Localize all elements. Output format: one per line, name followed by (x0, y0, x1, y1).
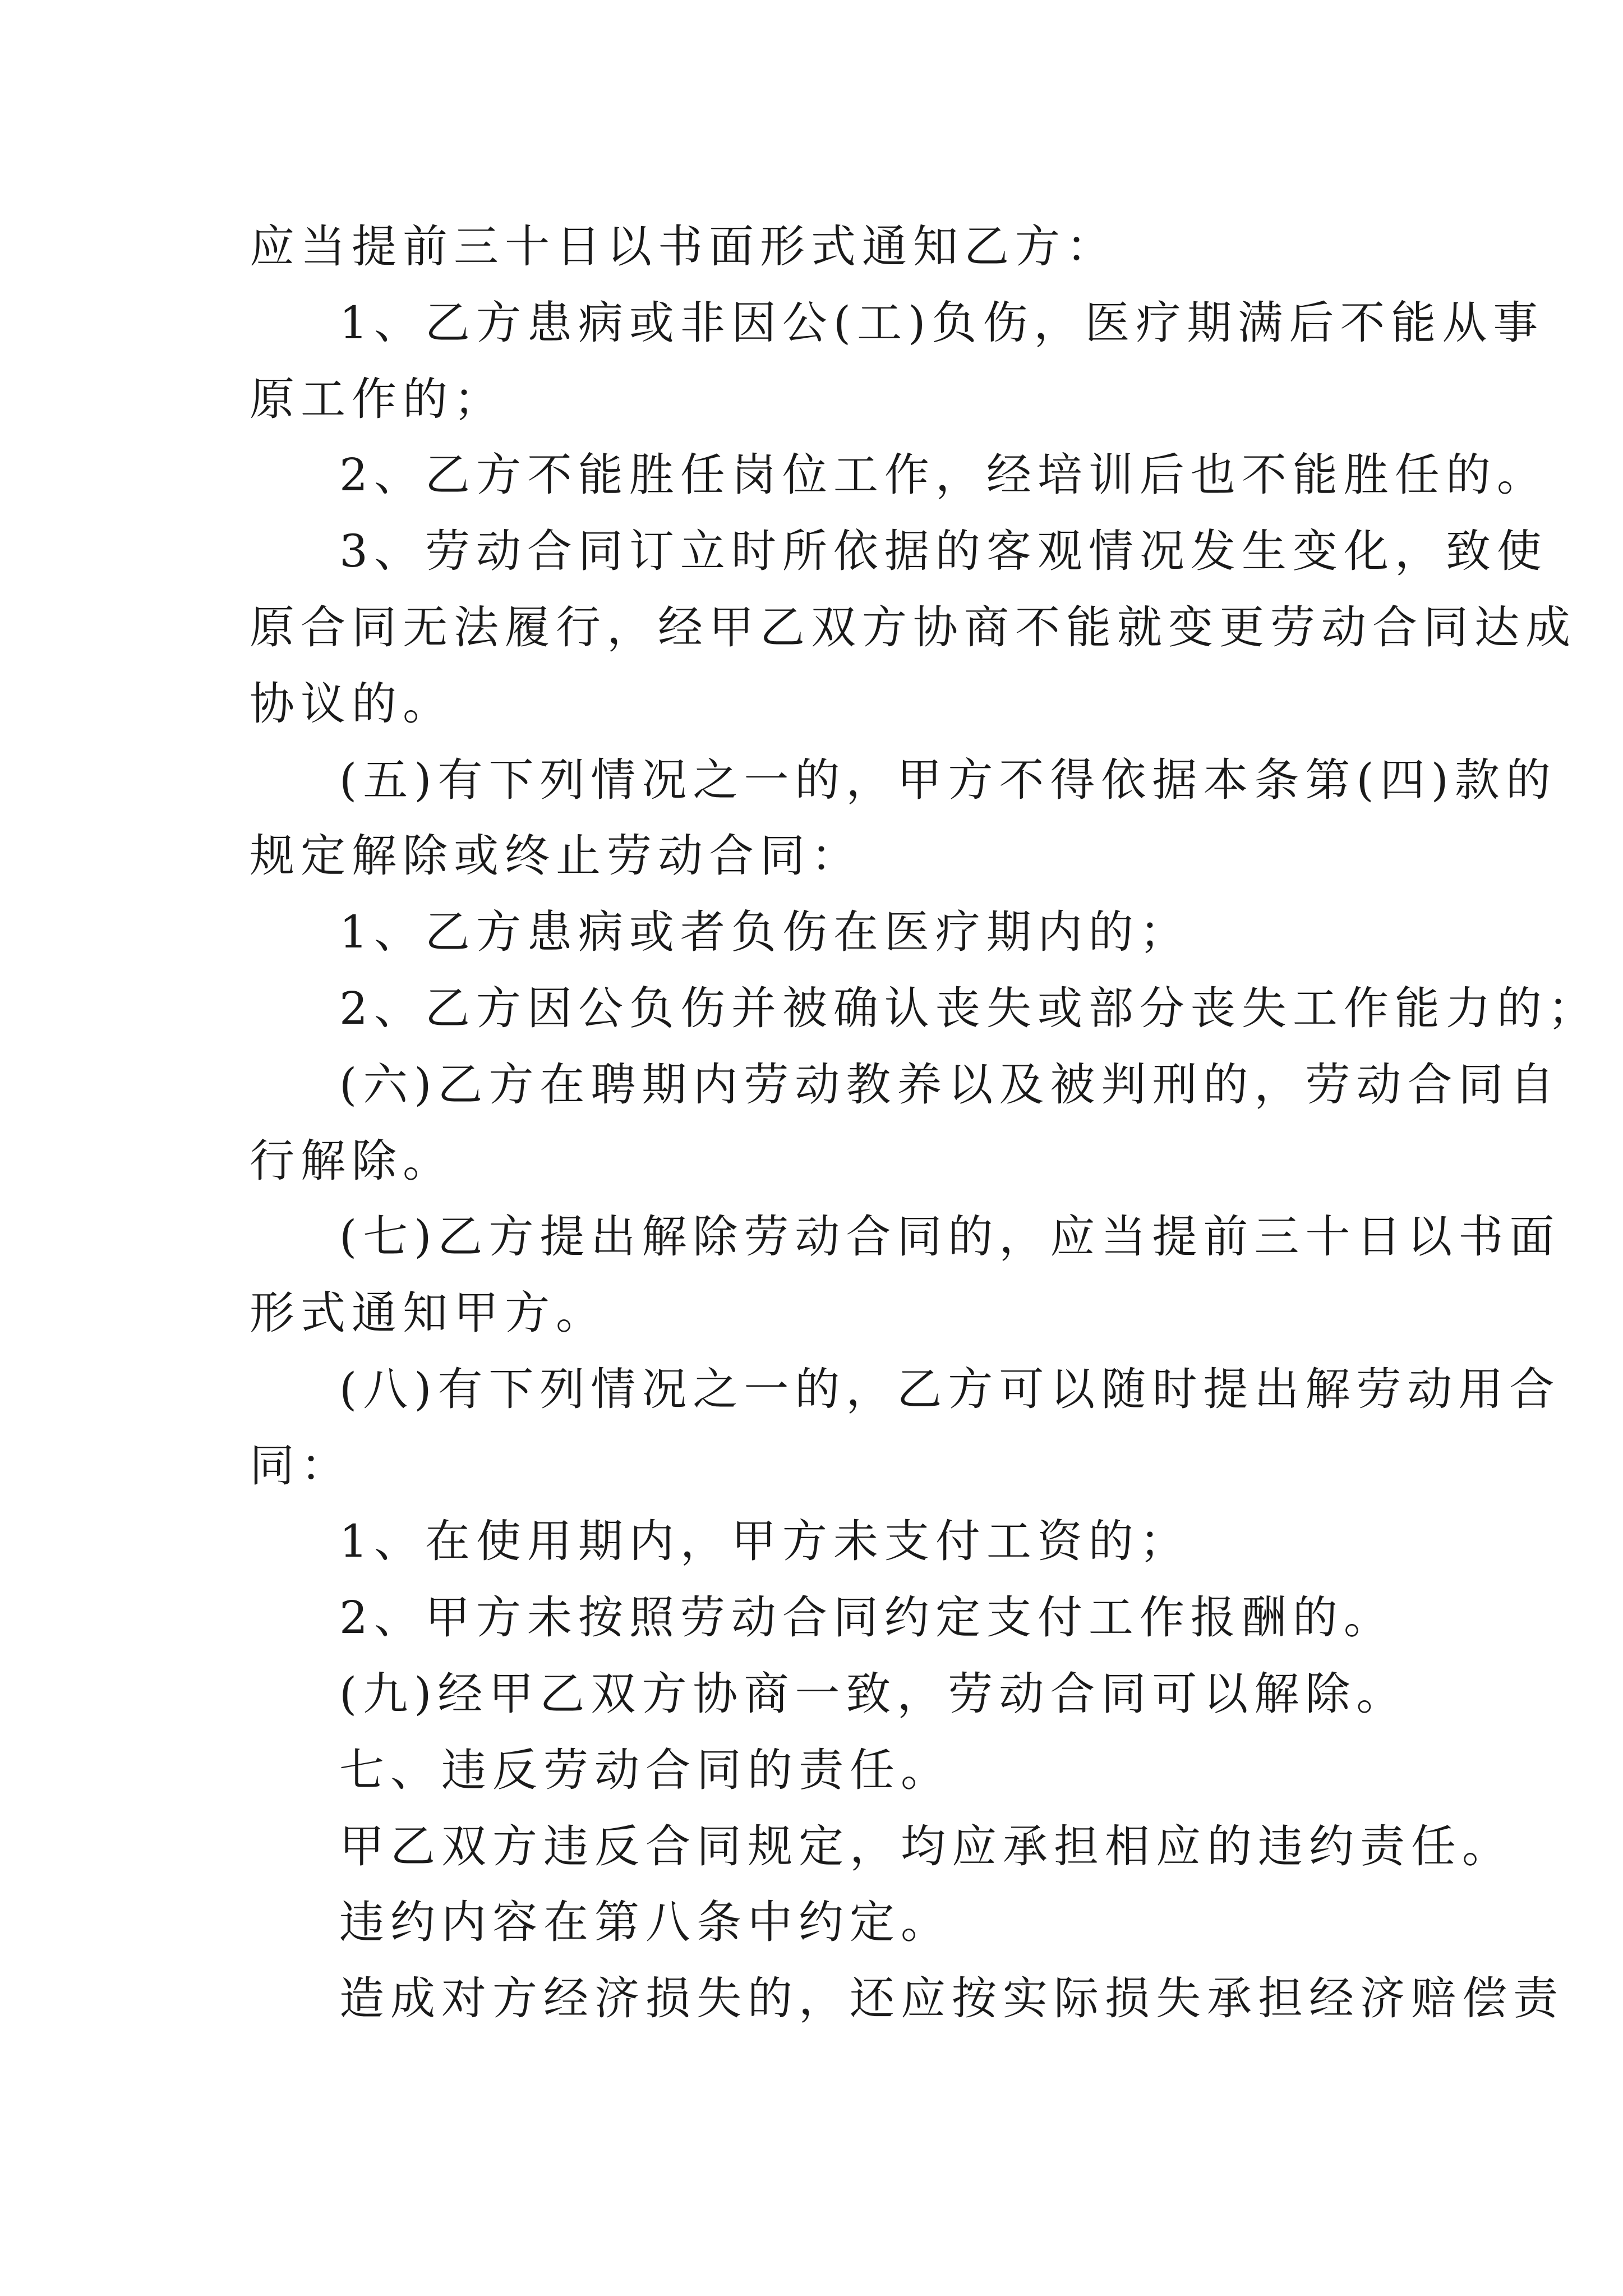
text-line: (六)乙方在聘期内劳动教养以及被判刑的，劳动合同自 (339, 1059, 1561, 1111)
text-line: 协议的。 (250, 678, 454, 730)
text-line: 造成对方经济损失的，还应按实际损失承担经济赔偿责 (339, 1972, 1564, 2024)
text-line: 七、违反劳动合同的责任。 (339, 1744, 952, 1796)
text-line: 2、甲方未按照劳动合同约定支付工作报酬的。 (339, 1591, 1395, 1644)
text-line: 1、乙方患病或者负伤在医疗期内的； (339, 906, 1191, 958)
text-line: (七)乙方提出解除劳动合同的，应当提前三十日以书面 (339, 1211, 1561, 1263)
text-line: 同： (250, 1439, 352, 1492)
text-line: 2、乙方因公负伤并被确认丧失或部分丧失工作能力的； (339, 982, 1599, 1034)
text-line: (八)有下列情况之一的，乙方可以随时提出解劳动用合 (339, 1363, 1561, 1415)
text-line: (五)有下列情况之一的，甲方不得依据本条第(四)款的 (339, 754, 1557, 806)
text-line: 应当提前三十日以书面形式通知乙方： (250, 220, 1117, 273)
text-line: 违约内容在第八条中约定。 (339, 1896, 952, 1948)
text-line: 原合同无法履行，经甲乙双方协商不能就变更劳动合同达成 (250, 601, 1576, 654)
text-line: 规定解除或终止劳动合同： (250, 830, 862, 882)
text-line: 原工作的； (250, 373, 505, 425)
text-line: 行解除。 (250, 1135, 454, 1187)
text-line: 甲乙双方违反合同规定，均应承担相应的违约责任。 (339, 1820, 1513, 1872)
text-line: 2、乙方不能胜任岗位工作，经培训后也不能胜任的。 (339, 449, 1548, 501)
text-line: 1、乙方患病或非因公(工)负伤，医疗期满后不能从事 (339, 297, 1544, 349)
text-line: 形式通知甲方。 (250, 1287, 607, 1339)
text-line: 3、劳动合同订立时所依据的客观情况发生变化，致使 (339, 525, 1548, 577)
text-line: (九)经甲乙双方协商一致，劳动合同可以解除。 (339, 1668, 1408, 1720)
text-line: 1、在使用期内，甲方未支付工资的； (339, 1515, 1191, 1567)
